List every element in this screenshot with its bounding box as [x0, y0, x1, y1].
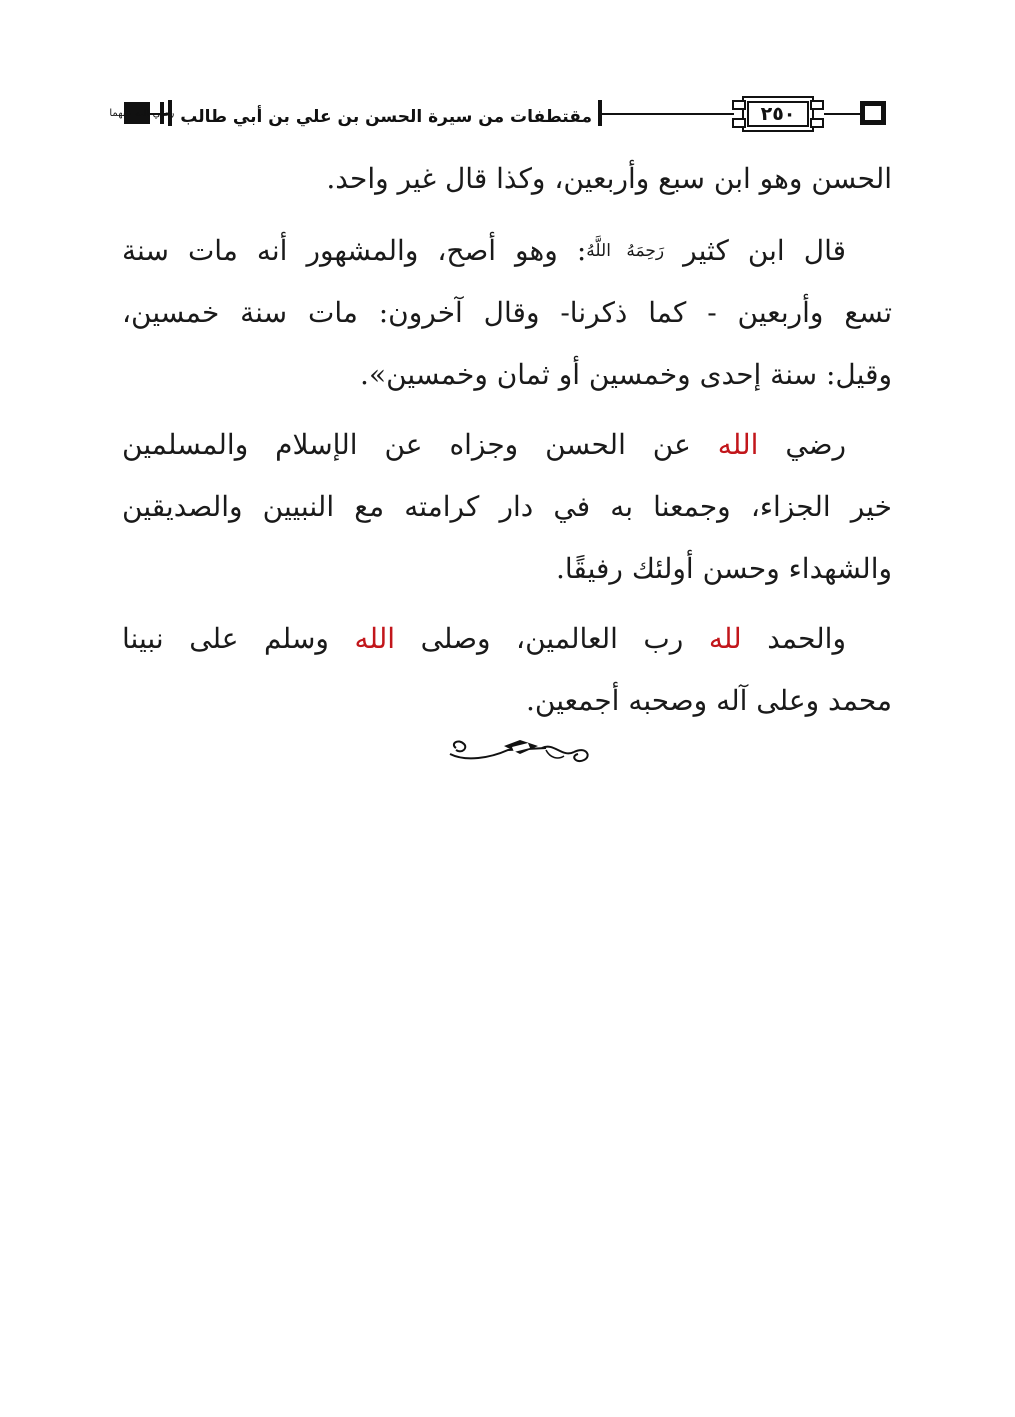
- header-right-square: [860, 101, 886, 125]
- running-title: [109, 100, 592, 128]
- paragraph-ibn-kathir: [122, 220, 892, 406]
- divine-name: الله: [717, 428, 759, 461]
- text-line: [122, 220, 892, 282]
- divine-name: لله: [708, 622, 742, 655]
- text-line: [122, 414, 892, 476]
- closing-ornament-icon: [446, 736, 594, 766]
- text-run: : وهو أصح، والمشهور أنه مات سنة: [122, 234, 587, 267]
- text-run: رضي: [758, 428, 846, 461]
- header-rule-right: [824, 113, 864, 115]
- title-honorific: رضي الله عنهما: [109, 108, 175, 119]
- divine-name: الله: [354, 622, 396, 655]
- text-run: رب العالمين، وصلى: [395, 622, 709, 655]
- running-header: [109, 96, 892, 132]
- paragraph-continuation: [122, 148, 892, 210]
- frame-knot: [810, 118, 824, 128]
- text-line: محمد وعلى آله وصحبه أجمعين.: [526, 684, 892, 717]
- text-run: وسلم على نبينا: [122, 622, 355, 655]
- text-run: قال ابن كثير: [664, 234, 846, 267]
- text-line: تسع وأربعين - كما ذكرنا- وقال آخرون: مات سنة خمسين،: [122, 296, 892, 329]
- text-line: [122, 608, 892, 670]
- text-run: عن الحسن وجزاه عن الإسلام والمسلمين: [122, 428, 718, 461]
- text-run: والحمد: [741, 622, 846, 655]
- page-number-frame: [732, 96, 824, 132]
- running-title-text: مقتطفات من سيرة الحسن بن علي بن أبي طالب: [180, 107, 592, 127]
- paragraph-dua: [122, 414, 892, 600]
- paragraph-closing: [122, 608, 892, 732]
- frame-knot: [732, 118, 746, 128]
- text-line: الحسن وهو ابن سبع وأربعين، وكذا قال غير واحد.: [326, 162, 892, 195]
- frame-knot: [810, 100, 824, 110]
- page-number: ٢٥٠: [760, 103, 796, 125]
- header-rule-middle: [602, 113, 734, 115]
- honorific-rahimahullah: رَحِمَهُ اللَّهُ: [586, 241, 665, 261]
- text-line: خير الجزاء، وجمعنا به في دار كرامته مع النبيين والصديقين: [122, 490, 892, 523]
- text-line: والشهداء وحسن أولئك رفيقًا.: [555, 552, 892, 585]
- text-line: وقيل: سنة إحدى وخمسين أو ثمان وخمسين».: [360, 358, 892, 391]
- frame-knot: [732, 100, 746, 110]
